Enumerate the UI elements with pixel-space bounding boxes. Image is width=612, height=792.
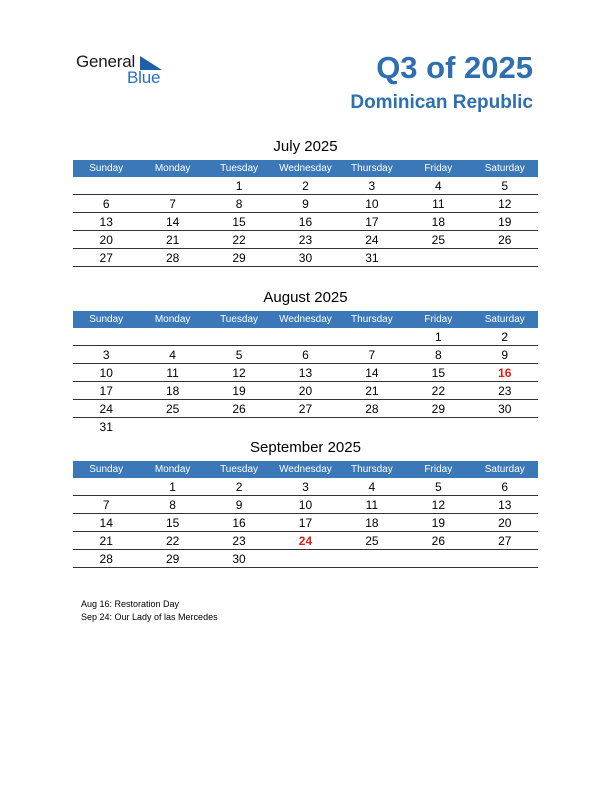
day-cell — [405, 550, 471, 568]
week-row — [73, 496, 538, 514]
weekday-header: Tuesday — [206, 461, 272, 478]
day-cell — [139, 418, 205, 436]
day-cell — [73, 177, 139, 195]
day-cell: 18 — [139, 382, 205, 400]
day-cell: 14 — [339, 364, 405, 382]
month-july — [73, 138, 538, 267]
day-cell: 20 — [73, 231, 139, 249]
day-cell: 15 — [405, 364, 471, 382]
day-cell: 2 — [272, 177, 338, 195]
week-row — [73, 249, 538, 267]
day-cell: 14 — [139, 213, 205, 231]
weekday-header: Tuesday — [206, 311, 272, 328]
day-cell: 21 — [139, 231, 205, 249]
weekday-header-row — [73, 160, 538, 177]
week-row — [73, 478, 538, 496]
day-cell: 11 — [139, 364, 205, 382]
day-cell: 26 — [472, 231, 538, 249]
month-august — [73, 289, 538, 435]
day-cell: 17 — [73, 382, 139, 400]
day-cell: 7 — [73, 496, 139, 514]
day-cell: 7 — [339, 346, 405, 364]
page-title: Q3 of 2025 — [376, 50, 533, 85]
day-cell: 19 — [405, 514, 471, 532]
day-cell: 22 — [206, 231, 272, 249]
day-cell — [206, 418, 272, 436]
day-cell: 27 — [272, 400, 338, 418]
holiday-notes — [81, 598, 218, 624]
day-cell — [206, 328, 272, 346]
month-title: August 2025 — [263, 289, 348, 306]
day-cell: 1 — [405, 328, 471, 346]
day-cell: 6 — [73, 195, 139, 213]
weekday-header: Sunday — [73, 311, 139, 328]
weekday-header: Monday — [139, 160, 205, 177]
day-cell: 5 — [472, 177, 538, 195]
day-cell — [472, 249, 538, 267]
week-row — [73, 382, 538, 400]
day-cell: 22 — [405, 382, 471, 400]
day-cell — [339, 550, 405, 568]
day-cell: 30 — [472, 400, 538, 418]
day-cell: 10 — [73, 364, 139, 382]
day-cell: 7 — [139, 195, 205, 213]
weekday-header: Monday — [139, 311, 205, 328]
day-cell: 1 — [139, 478, 205, 496]
weekday-header: Wednesday — [272, 311, 338, 328]
day-cell: 27 — [472, 532, 538, 550]
weekday-header: Friday — [405, 461, 471, 478]
day-cell: 18 — [405, 213, 471, 231]
day-cell: 13 — [472, 496, 538, 514]
day-cell: 13 — [272, 364, 338, 382]
day-cell — [272, 328, 338, 346]
weekday-header: Wednesday — [272, 461, 338, 478]
month-september — [73, 439, 538, 568]
day-cell: 12 — [405, 496, 471, 514]
week-row — [73, 346, 538, 364]
logo-word-blue: Blue — [127, 68, 161, 87]
week-row — [73, 195, 538, 213]
holiday-day-cell: 16 — [472, 364, 538, 382]
day-cell: 21 — [339, 382, 405, 400]
day-cell: 8 — [405, 346, 471, 364]
day-cell: 11 — [405, 195, 471, 213]
week-row — [73, 532, 538, 550]
day-cell: 31 — [99, 419, 113, 434]
day-cell: 4 — [339, 478, 405, 496]
week-row — [73, 550, 538, 568]
weekday-header: Saturday — [472, 461, 538, 478]
day-cell: 9 — [206, 496, 272, 514]
day-cell: 6 — [472, 478, 538, 496]
calendar-table — [73, 160, 538, 267]
day-cell: 2 — [206, 478, 272, 496]
calendar-table — [73, 311, 538, 435]
day-cell: 24 — [339, 231, 405, 249]
week-row — [73, 177, 538, 195]
day-cell: 19 — [472, 213, 538, 231]
day-cell: 20 — [472, 514, 538, 532]
day-cell: 30 — [272, 249, 338, 267]
day-cell: 14 — [73, 514, 139, 532]
weekday-header: Friday — [405, 311, 471, 328]
day-cell: 28 — [139, 249, 205, 267]
weekday-header: Sunday — [73, 461, 139, 478]
day-cell: 24 — [73, 400, 139, 418]
day-cell: 3 — [339, 177, 405, 195]
day-cell: 29 — [139, 550, 205, 568]
generalblue-logo — [76, 52, 176, 88]
day-cell: 25 — [339, 532, 405, 550]
weekday-header: Sunday — [73, 160, 139, 177]
day-cell: 16 — [272, 213, 338, 231]
day-cell — [73, 478, 139, 496]
weekday-header-row — [73, 461, 538, 478]
month-title: September 2025 — [250, 439, 361, 456]
day-cell: 29 — [405, 400, 471, 418]
day-cell: 25 — [405, 231, 471, 249]
logo-word-general: General — [76, 52, 136, 71]
day-cell: 22 — [139, 532, 205, 550]
day-cell: 19 — [206, 382, 272, 400]
day-cell: 31 — [339, 249, 405, 267]
day-cell: 26 — [206, 400, 272, 418]
day-cell: 15 — [206, 213, 272, 231]
day-cell — [73, 328, 139, 346]
day-cell: 9 — [272, 195, 338, 213]
day-cell: 10 — [339, 195, 405, 213]
weekday-header: Saturday — [472, 160, 538, 177]
weekday-header: Thursday — [339, 311, 405, 328]
day-cell: 23 — [206, 532, 272, 550]
day-cell — [472, 550, 538, 568]
day-cell — [139, 328, 205, 346]
holiday-day-cell: 24 — [272, 532, 338, 550]
day-cell: 23 — [472, 382, 538, 400]
day-cell: 1 — [206, 177, 272, 195]
weekday-header: Saturday — [472, 311, 538, 328]
day-cell: 17 — [339, 213, 405, 231]
weekday-header: Friday — [405, 160, 471, 177]
day-cell: 26 — [405, 532, 471, 550]
day-cell: 18 — [339, 514, 405, 532]
weekday-header: Monday — [139, 461, 205, 478]
month-title: July 2025 — [273, 138, 338, 155]
day-cell: 8 — [206, 195, 272, 213]
day-cell: 16 — [206, 514, 272, 532]
week-row — [73, 418, 538, 436]
holiday-note: Sep 24: Our Lady of las Mercedes — [81, 612, 218, 622]
day-cell: 27 — [73, 249, 139, 267]
weekday-header: Wednesday — [272, 160, 338, 177]
week-row — [73, 213, 538, 231]
day-cell: 12 — [206, 364, 272, 382]
day-cell: 5 — [206, 346, 272, 364]
day-cell: 8 — [139, 496, 205, 514]
day-cell: 23 — [272, 231, 338, 249]
day-cell: 21 — [73, 532, 139, 550]
day-cell: 2 — [472, 328, 538, 346]
day-cell — [339, 418, 405, 436]
week-row — [73, 364, 538, 382]
day-cell — [405, 249, 471, 267]
day-cell — [472, 418, 538, 436]
week-row — [73, 328, 538, 346]
day-cell — [405, 418, 471, 436]
day-cell: 5 — [405, 478, 471, 496]
day-cell: 6 — [272, 346, 338, 364]
day-cell: 25 — [139, 400, 205, 418]
day-cell: 12 — [472, 195, 538, 213]
day-cell: 17 — [272, 514, 338, 532]
week-row — [73, 231, 538, 249]
day-cell: 4 — [405, 177, 471, 195]
holiday-note: Aug 16: Restoration Day — [81, 599, 180, 609]
day-cell: 28 — [73, 550, 139, 568]
day-cell — [272, 418, 338, 436]
day-cell: 29 — [206, 249, 272, 267]
day-cell: 11 — [339, 496, 405, 514]
day-cell — [272, 550, 338, 568]
day-cell: 28 — [339, 400, 405, 418]
day-cell — [339, 328, 405, 346]
weekday-header-row — [73, 311, 538, 328]
day-cell: 30 — [206, 550, 272, 568]
weekday-header: Tuesday — [206, 160, 272, 177]
weekday-header: Thursday — [339, 160, 405, 177]
day-cell: 3 — [73, 346, 139, 364]
week-row — [73, 400, 538, 418]
day-cell: 13 — [73, 213, 139, 231]
day-cell: 15 — [139, 514, 205, 532]
day-cell — [139, 177, 205, 195]
day-cell: 20 — [272, 382, 338, 400]
calendar-table — [73, 461, 538, 568]
day-cell: 3 — [272, 478, 338, 496]
day-cell: 9 — [472, 346, 538, 364]
day-cell: 4 — [139, 346, 205, 364]
weekday-header: Thursday — [339, 461, 405, 478]
day-cell: 10 — [272, 496, 338, 514]
page-subtitle: Dominican Republic — [350, 92, 533, 113]
week-row — [73, 514, 538, 532]
